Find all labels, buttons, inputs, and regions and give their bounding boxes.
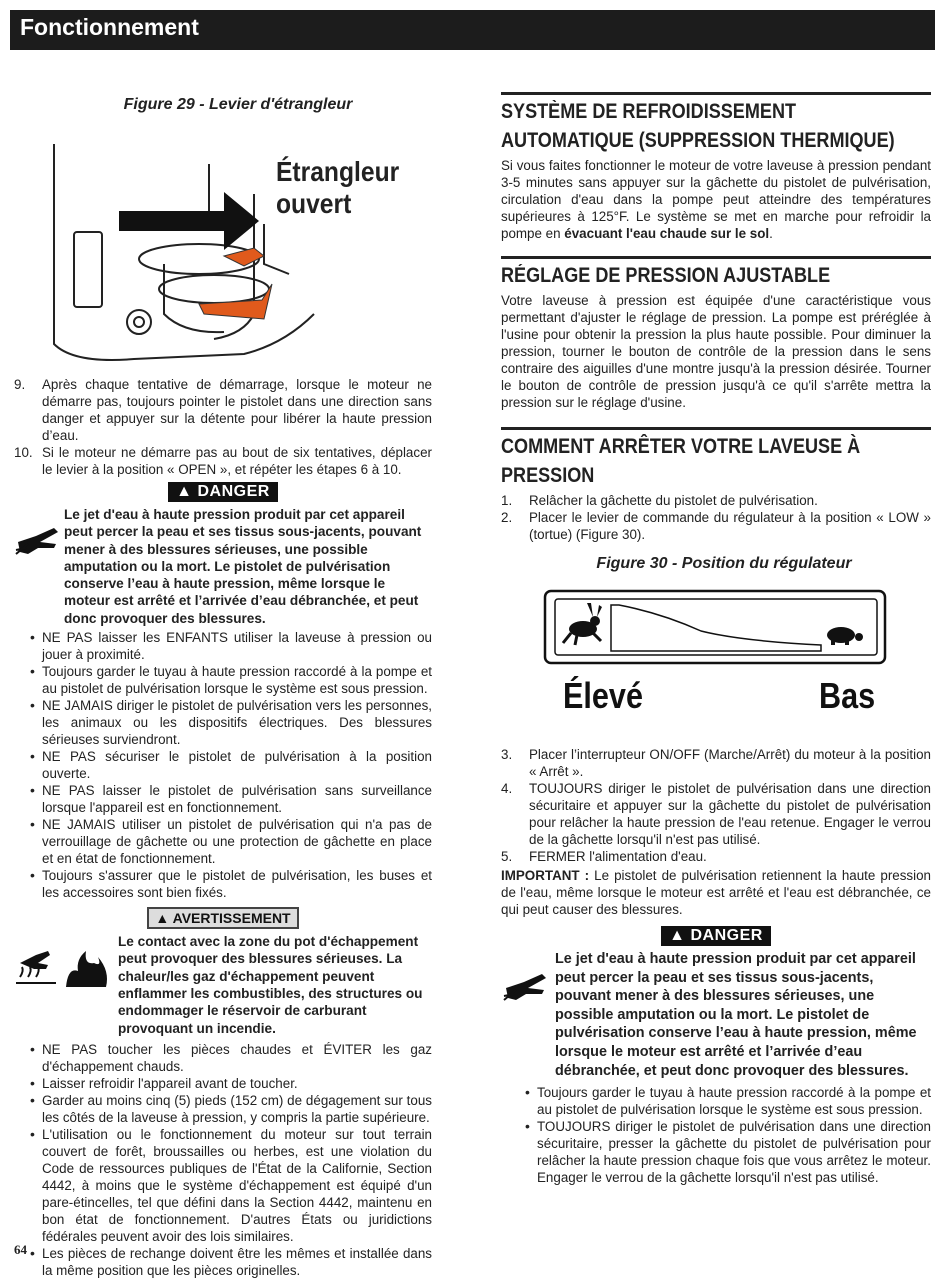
list-item: • Toujours s'assurer que le pistolet de pulvérisation, les buses et les accessoires sont bien fixés. bbox=[14, 867, 432, 901]
list-item: • NE PAS sécuriser le pistolet de pulvérisation à la position ouverte. bbox=[14, 748, 432, 782]
step-10: 10. Si le moteur ne démarre pas au bout de six tentatives, déplacer le levier à la position « OPEN », et répéter les étapes 6 à 10. bbox=[14, 445, 432, 477]
danger-badge: ▲ DANGER bbox=[661, 926, 771, 946]
danger-label bbox=[14, 482, 432, 502]
injection-hazard-icon bbox=[14, 514, 62, 574]
list-item: • NE JAMAIS utiliser un pistolet de pulvérisation qui n'a pas de verrouillage de gâchette ou une protection de gâchette en place et en état de fonctionnement. bbox=[14, 816, 432, 867]
high-label: Élevé bbox=[563, 675, 643, 716]
step-2: 2. Placer le levier de commande du régulateur à la position « LOW » (tortue) (Figure 30). bbox=[501, 510, 931, 542]
figure-29 bbox=[14, 114, 432, 364]
list-item: • NE JAMAIS diriger le pistolet de pulvérisation vers les personnes, les animaux ou les dispositifs électriques. Des blessures sérieuses surviendront. bbox=[14, 697, 432, 748]
section-title-cooling: SYSTÈME DE REFROIDISSEMENT AUTOMATIQUE (SUPPRESSION THERMIQUE) bbox=[501, 100, 895, 152]
page-number: 64 bbox=[14, 1242, 27, 1257]
danger-bullets bbox=[501, 1084, 931, 1186]
danger-message bbox=[14, 506, 432, 627]
stop-steps-b bbox=[501, 746, 931, 865]
figure-29-caption: Figure 29 - Levier d'étrangleur bbox=[123, 96, 353, 113]
list-item: • L'utilisation ou le fonctionnement du moteur sur tout terrain couvert de forêt, broussailles ou herbes, est une violation du Code de ressources publiques de l'État de la Californie, Section 4442, à moins que le système d'échappement est équipé d'un pare-étincelles, tel que défini dans la Section 4442, maintenu en bon état de fonctionnement. D'autres États ou juridictions fédérales peuvent avoir des lois similaires. bbox=[14, 1126, 432, 1245]
list-item: • NE PAS laisser les ENFANTS utiliser la laveuse à pression ou jouer à proximité. bbox=[14, 629, 432, 663]
section-title-stop: COMMENT ARRÊTER VOTRE LAVEUSE À PRESSION bbox=[501, 435, 861, 487]
step-1: 1. Relâcher la gâchette du pistolet de pulvérisation. bbox=[501, 493, 818, 508]
danger-bullets bbox=[14, 629, 432, 901]
pressure-paragraph: Votre laveuse à pression est équipée d'une caractéristique vous permettant d'ajuster le réglage de pression. La pompe est préréglée à l'usine pour obtenir la pression la plus haute possible. Pour diminuer la pression, tourner le bouton de contrôle de la pression dans le sens contraire des aiguilles d'une montre jusqu'à la pression désirée. Tourner le bouton de contrôle de pression jusqu'à ce qu'il s'arrête mettra la pression sur le réglage d'usine. bbox=[501, 293, 931, 410]
hot-surface-fire-icon bbox=[14, 941, 112, 997]
figure-30-caption: Figure 30 - Position du régulateur bbox=[596, 555, 852, 572]
list-item: • TOUJOURS diriger le pistolet de pulvérisation dans une direction sécuritaire, presser la gâchette du pistolet de pulvérisation pour relâcher la haute pression chaque fois que vous arrêtez le moteur. Engager le verrou de la gâchette lorsqu'il n'est pas utilisé. bbox=[509, 1118, 931, 1186]
list-item: • NE PAS toucher les pièces chaudes et ÉVITER les gaz d'échappement chauds. bbox=[14, 1041, 432, 1075]
step-3: 3. Placer l’interrupteur ON/OFF (Marche/Arrêt) du moteur à la position « Arrêt ». bbox=[501, 747, 931, 779]
arrow-icon bbox=[119, 192, 259, 250]
figure-30 bbox=[501, 573, 931, 738]
cooling-paragraph: Si vous faites fonctionner le moteur de votre laveuse à pression pendant 3-5 minutes sans appuyer sur la gâchette du pistolet de pulvérisation, circulation d'eau dans la pompe peut atteindre des températures supérieures à 125°F. Le système se met en marche pour refroidir la pompe en évacuant l'eau chaude sur le sol. bbox=[501, 158, 931, 241]
warning-text: Le contact avec la zone du pot d'échappement peut provoquer des blessures sérieuses. La chaleur/les gaz d'échappement peuvent enflammer les combustibles, des structures ou endommager le réservoir de carburant provoquant un incendie. bbox=[118, 934, 423, 1036]
warning-message bbox=[14, 933, 432, 1037]
section-title-pressure: RÉGLAGE DE PRESSION AJUSTABLE bbox=[501, 264, 831, 287]
injection-hazard-icon bbox=[501, 960, 551, 1020]
section-divider bbox=[501, 92, 931, 95]
start-steps bbox=[14, 376, 432, 478]
danger-text: Le jet d'eau à haute pression produit par cet appareil peut percer la peau et ses tissus sous-jacents, pouvant mener à des blessures sérieuses, une possible amputation ou la mort. Le pistolet de pulvérisation conserve l’eau à haute pression, même lorsque le moteur est arrêté et l’arrivée d’eau débranchée, et peut donc provoquer des blessures. bbox=[555, 951, 917, 1079]
danger-message bbox=[501, 950, 931, 1080]
section-divider bbox=[501, 256, 931, 259]
stop-steps-a bbox=[501, 492, 931, 543]
list-item: • Laisser refroidir l'appareil avant de toucher. bbox=[14, 1075, 432, 1092]
warning-triangle-icon: ▲ bbox=[176, 483, 193, 500]
choke-lever-illustration bbox=[14, 114, 432, 364]
warning-bullets bbox=[14, 1041, 432, 1279]
step-9: 9. Après chaque tentative de démarrage, lorsque le moteur ne démarre pas, toujours pointer le pistolet dans une direction sans danger et appuyer sur la détente pour libérer la haute pression d’eau. bbox=[14, 377, 432, 443]
list-item: • NE PAS laisser le pistolet de pulvérisation sans surveillance lorsque l'appareil est en fonctionnement. bbox=[14, 782, 432, 816]
warning-triangle-icon: ▲ bbox=[155, 910, 170, 927]
list-item: • Garder au moins cinq (5) pieds (152 cm) de dégagement sur tous les côtés de la laveuse à pression, y compris la partie supérieure. bbox=[14, 1092, 432, 1126]
warning-badge: ▲ AVERTISSEMENT bbox=[147, 907, 298, 929]
list-item: • Toujours garder le tuyau à haute pression raccordé à la pompe et au pistolet de pulvérisation lorsque le système est sous pression. bbox=[509, 1084, 931, 1118]
step-5: 5. FERMER l'alimentation d'eau. bbox=[501, 849, 707, 864]
warning-triangle-icon: ▲ bbox=[669, 927, 686, 944]
section-divider bbox=[501, 427, 931, 430]
page-title: Fonctionnement bbox=[20, 14, 199, 40]
choke-open-label: Étrangleur ouvert bbox=[276, 156, 400, 219]
list-item: • Les pièces de rechange doivent être les mêmes et installée dans la même position que les pièces originelles. bbox=[14, 1245, 432, 1279]
step-4: 4. TOUJOURS diriger le pistolet de pulvérisation dans une direction sécuritaire et appuyer sur la gâchette du pistolet de pulvérisation pour relâcher la haute pression de l'eau retenue. Engager le verrou de la gâchette lorsqu'il n'est pas utilisé. bbox=[501, 781, 931, 847]
warning-label bbox=[14, 907, 432, 929]
danger-label bbox=[501, 926, 931, 946]
danger-badge: ▲ DANGER bbox=[168, 482, 278, 502]
left-column bbox=[14, 96, 432, 1279]
important-note: IMPORTANT : Le pistolet de pulvérisation retiennent la haute pression de l'eau, même lorsque le moteur est arrêté et l'eau est débranchée, ce qui peut causer des blessures. bbox=[501, 868, 931, 917]
list-item: • Toujours garder le tuyau à haute pression raccordé à la pompe et au pistolet de pulvérisation lorsque le système est sous pression. bbox=[14, 663, 432, 697]
right-column bbox=[501, 96, 931, 1186]
low-label: Bas bbox=[819, 675, 876, 716]
danger-text: Le jet d'eau à haute pression produit par cet appareil peut percer la peau et ses tissus sous-jacents, pouvant mener à des blessures sérieuses, une possible amputation ou la mort. Le pistolet de pulvérisation conserve l’eau à haute pression, même lorsque le moteur est arrêté et l’arrivée d’eau débranchée, et peut donc provoquer des blessures. bbox=[64, 507, 422, 626]
